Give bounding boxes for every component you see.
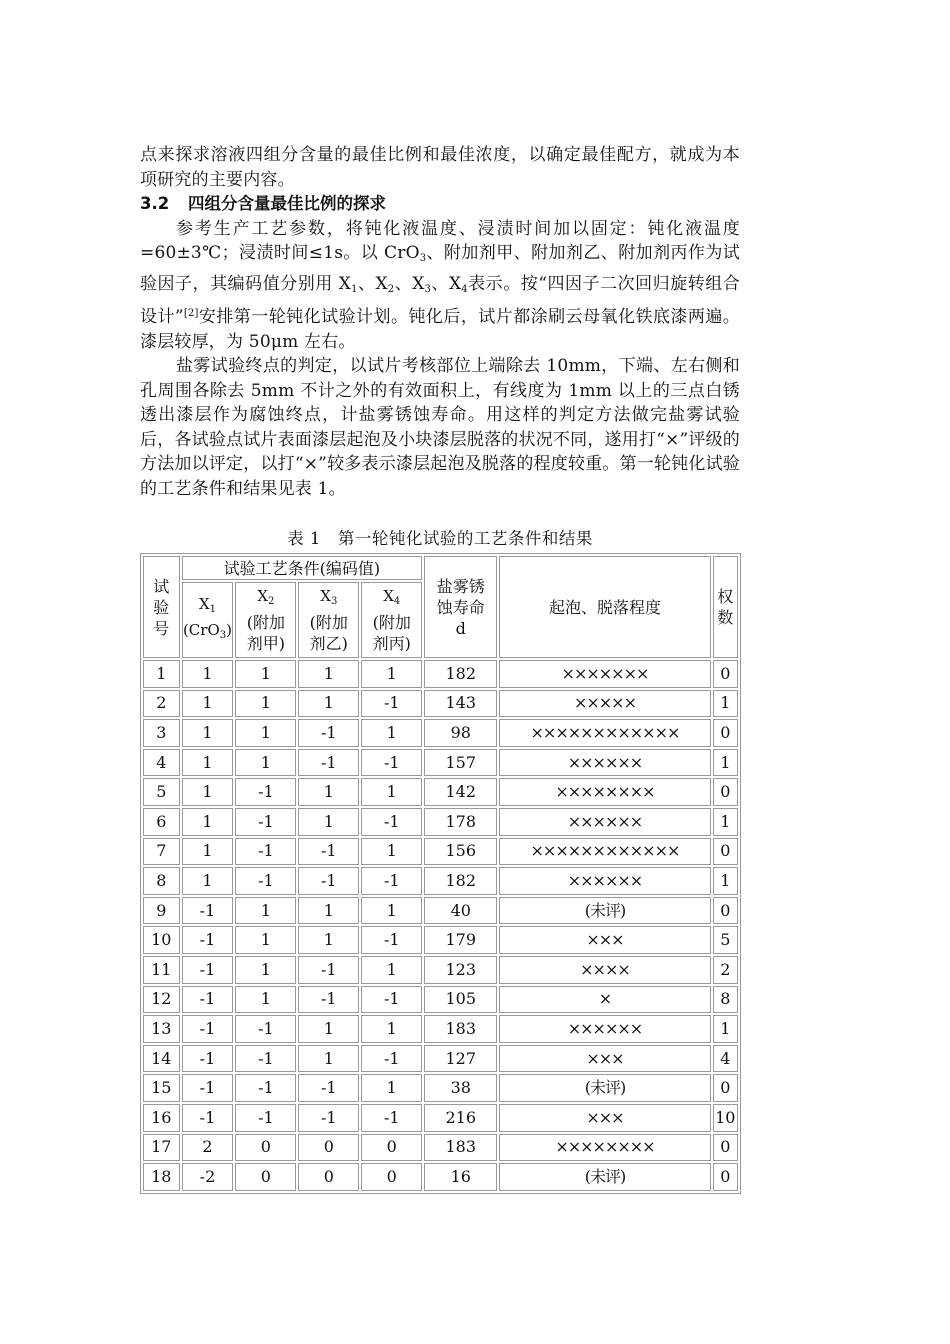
cell-no: 15 (143, 1074, 180, 1102)
cell-weight: 0 (713, 897, 738, 925)
header-x2 (235, 582, 296, 658)
cell-x2: 1 (235, 926, 296, 954)
header-degree: 起泡、脱落程度 (499, 556, 710, 658)
cell-x2: 1 (235, 897, 296, 925)
header-trial-no: 试验号 (143, 556, 180, 658)
cell-x4: -1 (361, 690, 422, 718)
cell-x1: 1 (182, 660, 234, 688)
cell-x2: 0 (235, 1134, 296, 1162)
cell-no: 18 (143, 1163, 180, 1191)
cell-life: 178 (424, 808, 497, 836)
header-conditions: 试验工艺条件(编码值) (182, 556, 423, 580)
cell-x3: 1 (298, 1045, 359, 1073)
x1-note: (CrO (182, 621, 220, 639)
table-row (143, 986, 738, 1014)
cell-degree: ×××××× (499, 867, 710, 895)
para2-text-c: 表示。按“四因子二次回归旋转组合设计” (140, 273, 740, 327)
x4-subscript: 4 (461, 283, 468, 295)
cell-x4: -1 (361, 867, 422, 895)
cell-no: 8 (143, 867, 180, 895)
cell-x2: 1 (235, 956, 296, 984)
cell-x1: -1 (182, 986, 234, 1014)
cell-x1: 1 (182, 719, 234, 747)
cell-degree: × (499, 986, 710, 1014)
table-row (143, 838, 738, 866)
cell-degree: ××× (499, 926, 710, 954)
cell-degree: (未评) (499, 1074, 710, 1102)
cell-weight: 1 (713, 690, 738, 718)
cell-weight: 0 (713, 660, 738, 688)
cell-x1: 2 (182, 1134, 234, 1162)
x3-label: X (320, 587, 331, 605)
cell-degree: ×××××××× (499, 778, 710, 806)
cell-x2: -1 (235, 867, 296, 895)
cell-x3: 0 (298, 1134, 359, 1162)
cell-x3: -1 (298, 867, 359, 895)
cell-no: 13 (143, 1015, 180, 1043)
cell-x4: -1 (361, 749, 422, 777)
cell-x3: -1 (298, 719, 359, 747)
table-row (143, 897, 738, 925)
cell-weight: 10 (713, 1104, 738, 1132)
cell-no: 14 (143, 1045, 180, 1073)
paragraph-parameters: 参考生产工艺参数，将钝化液温度、浸渍时间加以固定：钝化液温度=60±3℃；浸渍时间≤1s。以 CrO$_3$、附加剂甲、附加剂乙、附加剂丙作为试验因子，其编码值分别用 $X_1$、$X_2$、$X_3$、$X_4$表示。按“四因子二次回归旋转组合设计”[2]安排第一轮钝化试验计划。钝化后，试片都涂刷云母氧化铁底漆两遍。漆层较厚，为 50μm 左右。 (140, 218, 740, 352)
cell-degree: ×××××× (499, 749, 710, 777)
cro3-subscript: 3 (419, 253, 427, 264)
cell-x2: -1 (235, 808, 296, 836)
cell-no: 11 (143, 956, 180, 984)
header-life: 盐雾锈蚀寿命 d (424, 556, 497, 658)
cell-x2: -1 (235, 838, 296, 866)
table-row (143, 1163, 738, 1191)
cell-x4: 1 (361, 1015, 422, 1043)
x2-note: (附加剂甲) (246, 613, 285, 653)
section-heading (140, 192, 740, 217)
cell-x1: 1 (182, 690, 234, 718)
cell-x1: -1 (182, 1015, 234, 1043)
header-row-1 (143, 556, 738, 580)
cell-x4: 1 (361, 1074, 422, 1102)
cell-x2: -1 (235, 1104, 296, 1132)
cell-degree: ×××× (499, 956, 710, 984)
cell-weight: 1 (713, 867, 738, 895)
cell-no: 4 (143, 749, 180, 777)
cell-life: 179 (424, 926, 497, 954)
cell-x2: 1 (235, 986, 296, 1014)
cell-no: 9 (143, 897, 180, 925)
cell-weight: 1 (713, 749, 738, 777)
header-x3 (298, 582, 359, 658)
cell-x4: 1 (361, 660, 422, 688)
cell-life: 38 (424, 1074, 497, 1102)
cell-degree: (未评) (499, 1163, 710, 1191)
results-table (140, 553, 741, 1194)
cell-degree: ×××××× (499, 808, 710, 836)
cell-x1: -2 (182, 1163, 234, 1191)
cell-weight: 0 (713, 838, 738, 866)
cell-x1: -1 (182, 1074, 234, 1102)
section-title: 四组分含量最佳比例的探求 (188, 194, 386, 213)
cell-degree: ××× (499, 1045, 710, 1073)
cell-x3: -1 (298, 1074, 359, 1102)
x3-label-sub: 3 (330, 596, 338, 607)
cell-no: 5 (143, 778, 180, 806)
table-row (143, 808, 738, 836)
cell-x3: 0 (298, 1163, 359, 1191)
cell-x1: -1 (182, 1045, 234, 1073)
cell-degree: ×××××× (499, 1015, 710, 1043)
table-row (143, 956, 738, 984)
cell-x4: 1 (361, 897, 422, 925)
cell-no: 7 (143, 838, 180, 866)
cell-x1: 1 (182, 867, 234, 895)
sep-1: 、 (357, 273, 376, 294)
cell-x4: -1 (361, 986, 422, 1014)
header-x1 (182, 582, 234, 658)
cell-life: 142 (424, 778, 497, 806)
cell-no: 16 (143, 1104, 180, 1132)
cell-x4: 1 (361, 956, 422, 984)
table-row (143, 1045, 738, 1073)
x2-label-sub: 2 (268, 596, 275, 607)
cell-x3: -1 (298, 1104, 359, 1132)
cell-degree: (未评) (499, 897, 710, 925)
cell-life: 40 (424, 897, 497, 925)
x3-note: (附加剂乙) (309, 613, 348, 653)
cell-life: 183 (424, 1015, 497, 1043)
cell-life: 127 (424, 1045, 497, 1073)
cell-x2: 1 (235, 719, 296, 747)
cell-life: 123 (424, 956, 497, 984)
cell-life: 156 (424, 838, 497, 866)
cell-x3: 1 (298, 778, 359, 806)
table-row (143, 778, 738, 806)
cell-x2: -1 (235, 1074, 296, 1102)
table-row (143, 749, 738, 777)
cell-weight: 8 (713, 986, 738, 1014)
cell-weight: 0 (713, 1134, 738, 1162)
cell-x3: -1 (298, 986, 359, 1014)
sep-2: 、 (394, 273, 413, 294)
x3-subscript: 3 (424, 283, 432, 295)
cell-life: 157 (424, 749, 497, 777)
cell-weight: 2 (713, 956, 738, 984)
section-number: 3.2 (140, 194, 170, 213)
cell-no: 2 (143, 690, 180, 718)
x1-note-end: ) (226, 621, 232, 639)
cell-no: 17 (143, 1134, 180, 1162)
cell-weight: 0 (713, 719, 738, 747)
table-row (143, 867, 738, 895)
cell-life: 16 (424, 1163, 497, 1191)
table-row (143, 1104, 738, 1132)
cell-no: 12 (143, 986, 180, 1014)
cell-x3: 1 (298, 660, 359, 688)
cell-life: 98 (424, 719, 497, 747)
paragraph-intro: 点来探求溶液四组分含量的最佳比例和最佳浓度，以确定最佳配方，就成为本项研究的主要内容。 (140, 145, 740, 190)
cell-life: 182 (424, 867, 497, 895)
x1-subscript: 1 (351, 283, 358, 295)
cell-x4: 1 (361, 719, 422, 747)
cell-x2: 0 (235, 1163, 296, 1191)
cell-x1: 1 (182, 749, 234, 777)
para2-text-a: 参考生产工艺参数，将钝化液温度、浸渍时间加以固定：钝化液温度=60±3℃；浸渍时间≤1s。以 CrO (140, 218, 740, 263)
cell-x3: 1 (298, 690, 359, 718)
document-page (140, 143, 740, 1194)
cell-x4: -1 (361, 1045, 422, 1073)
cell-x1: -1 (182, 956, 234, 984)
cell-x4: -1 (361, 808, 422, 836)
cell-x1: -1 (182, 897, 234, 925)
cell-x3: -1 (298, 838, 359, 866)
header-x4 (361, 582, 422, 658)
x1-note-sub: 3 (219, 630, 227, 641)
table-row (143, 719, 738, 747)
table-row (143, 1074, 738, 1102)
cell-x3: 1 (298, 897, 359, 925)
x4-label: X (383, 587, 394, 605)
cell-life: 105 (424, 986, 497, 1014)
cell-x2: -1 (235, 1015, 296, 1043)
cell-x1: -1 (182, 926, 234, 954)
table-caption: 表 1 第一轮钝化试验的工艺条件和结果 (287, 529, 593, 548)
cell-life: 216 (424, 1104, 497, 1132)
para2-text-b: 、附加剂甲、附加剂乙、附加剂丙作为试验因子，其编码值分别用 X (140, 243, 740, 294)
header-weight: 权数 (713, 556, 738, 658)
table-row (143, 1134, 738, 1162)
cell-degree: ×××××××× (499, 1134, 710, 1162)
x4-label-sub: 4 (393, 596, 401, 607)
cell-weight: 0 (713, 1163, 738, 1191)
cell-degree: ××××× (499, 690, 710, 718)
cell-x4: 0 (361, 1163, 422, 1191)
cell-x3: 1 (298, 1015, 359, 1043)
cell-weight: 5 (713, 926, 738, 954)
cell-x1: 1 (182, 838, 234, 866)
cell-weight: 0 (713, 778, 738, 806)
cell-x1: 1 (182, 778, 234, 806)
cell-x3: -1 (298, 956, 359, 984)
x1-label-sub: 1 (209, 604, 216, 615)
cell-x3: 1 (298, 926, 359, 954)
cell-no: 10 (143, 926, 180, 954)
cell-x4: -1 (361, 1104, 422, 1132)
cell-x4: 0 (361, 1134, 422, 1162)
x1-label: X (198, 595, 210, 613)
table-row (143, 660, 738, 688)
table-row (143, 926, 738, 954)
cell-x4: 1 (361, 778, 422, 806)
table-row (143, 1015, 738, 1043)
cell-life: 182 (424, 660, 497, 688)
cell-x2: 1 (235, 690, 296, 718)
x2-subscript: 2 (387, 283, 395, 295)
cell-x2: -1 (235, 778, 296, 806)
sep-3: 、 (431, 273, 449, 294)
paragraph-salt-spray: 盐雾试验终点的判定，以试片考核部位上端除去 10mm，下端、左右侧和孔周围各除去 5mm 不计之外的有效面积上，有线度为 1mm 以上的三点白锈透出漆层作为腐蚀终点，计盐雾锈蚀寿命。用这样的判定方法做完盐雾试验后，各试验点试片表面漆层起泡及小块漆层脱落的状况不同，遂用打“×”评级的方法加以评定，以打“×”较多表示漆层起泡及脱落的程度较重。第一轮钝化试验的工艺条件和结果见表 1。 (140, 356, 740, 499)
cell-no: 6 (143, 808, 180, 836)
cell-x2: -1 (235, 1045, 296, 1073)
cell-x2: 1 (235, 660, 296, 688)
cell-x2: 1 (235, 749, 296, 777)
cell-x1: -1 (182, 1104, 234, 1132)
cell-life: 143 (424, 690, 497, 718)
cell-degree: ×××××××××××× (499, 719, 710, 747)
cell-weight: 0 (713, 1074, 738, 1102)
x2-label: X (257, 587, 269, 605)
cell-weight: 4 (713, 1045, 738, 1073)
cell-x3: 1 (298, 808, 359, 836)
cell-x1: 1 (182, 808, 234, 836)
cell-no: 3 (143, 719, 180, 747)
cell-degree: ×××××××××××× (499, 838, 710, 866)
reference-marker: [2] (183, 308, 199, 319)
cell-no: 1 (143, 660, 180, 688)
para2-text-d: 安排第一轮钝化试验计划。钝化后，试片都涂刷云母氧化铁底漆两遍。漆层较厚，为 50μm 左右。 (140, 307, 740, 352)
cell-x4: -1 (361, 926, 422, 954)
cell-weight: 1 (713, 808, 738, 836)
cell-degree: ××××××× (499, 660, 710, 688)
cell-x4: 1 (361, 838, 422, 866)
table-row (143, 690, 738, 718)
cell-x3: -1 (298, 749, 359, 777)
cell-weight: 1 (713, 1015, 738, 1043)
x4-note: (附加剂丙) (372, 613, 411, 653)
cell-degree: ××× (499, 1104, 710, 1132)
cell-life: 183 (424, 1134, 497, 1162)
